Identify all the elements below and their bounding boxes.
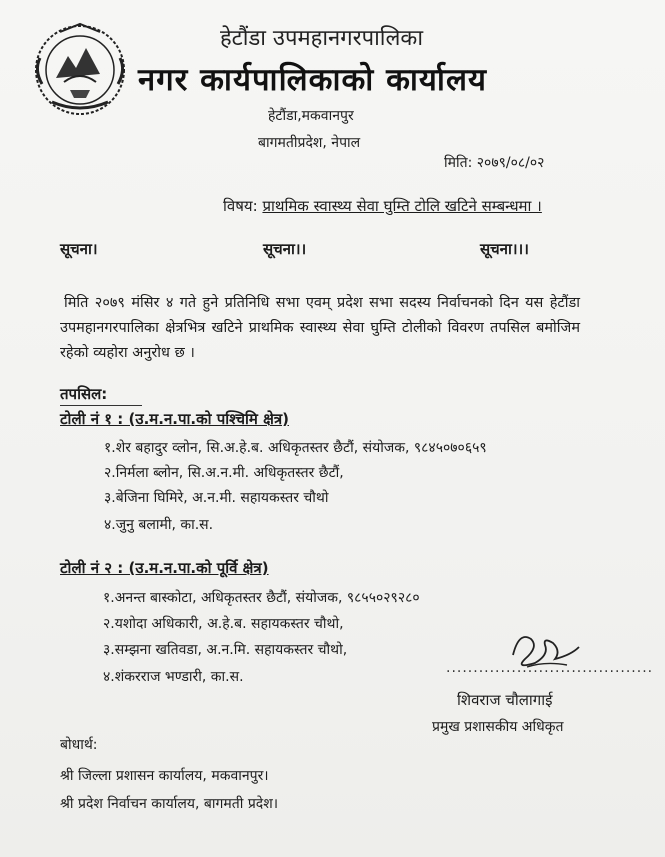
municipality-name: हेटौंडा उपमहानगरपालिका (220, 26, 424, 51)
subject-text: प्राथमिक स्वास्थ्य सेवा घुम्ति टोलि खटिने सम्बन्धमा । (262, 197, 542, 215)
team-2-member: २.यशोदा अधिकारी, अ.हे.ब. सहायकस्तर चौथो, (103, 616, 344, 632)
team-2-member: ४.शंकरराज भण्डारी, का.स. (103, 669, 244, 685)
subject-line (223, 196, 542, 216)
team-2-member: ३.सम्झना खतिवडा, अ.न.मि. सहायकस्तर चौथो, (103, 642, 348, 658)
team-1-member: ४.जुनु बलामी, का.स. (104, 517, 214, 533)
cc-recipient: श्री प्रदेश निर्वाचन कार्यालय, बागमती प्रदेश। (60, 796, 279, 812)
details-underline (60, 405, 142, 406)
team-2-title: टोली नं २ : (उ.म.न.पा.को पूर्वि क्षेत्र) (60, 559, 269, 577)
nepal-emblem-icon (30, 18, 130, 118)
team-1-member: २.निर्मला ब्लोन, सि.अ.न.मी. अधिकृतस्तर छैटौं, (104, 465, 344, 481)
office-name: नगर कार्यपालिकाको कार्यालय (138, 62, 487, 98)
address-line-2: बागमतीप्रदेश, नेपाल (258, 135, 361, 151)
cc-label: बोधार्थ: (60, 737, 98, 753)
signatory-name: शिवराज चौलागाई (457, 691, 553, 709)
signatory-title: प्रमुख प्रशासकीय अधिकृत (432, 719, 564, 735)
signature-dotted-line: ...................................... (446, 660, 654, 676)
notice-heading-1: सूचना। (60, 240, 98, 258)
notice-heading-3: सूचना।।। (480, 240, 529, 258)
letter-date: मिति: २०७९/०८/०२ (444, 155, 545, 171)
details-label: तपसिल: (60, 385, 108, 403)
address-line-1: हेटौंडा,मकवानपुर (268, 108, 354, 124)
subject-label: विषय: (223, 197, 258, 215)
team-1-title: टोली नं १ : (उ.म.न.पा.को पश्चिमि क्षेत्र) (60, 410, 289, 428)
team-2-member: १.अनन्त बास्कोटा, अधिकृतस्तर छैटौं, संयोजक, ९८५५०२९२८० (103, 590, 420, 606)
team-1-member: ३.बेजिना घिमिरे, अ.न.मी. सहायकस्तर चौथो (104, 490, 329, 506)
cc-recipient: श्री जिल्ला प्रशासन कार्यालय, मकवानपुर। (60, 768, 269, 784)
team-1-member: १.शेर बहादुर व्लोन, सि.अ.हे.ब. अधिकृतस्तर छैटौं, संयोजक, ९८४५०७०६५९ (104, 440, 487, 456)
notice-heading-2: सूचना।। (263, 240, 307, 258)
body-paragraph: मिति २०७९ मंसिर ४ गते हुने प्रतिनिधि सभा एवम् प्रदेश सभा सदस्य निर्वाचनको दिन यस हेटौंडा उपमहानगरपालिका क्षेत्रभित्र खटिने प्राथमिक स्वास्थ्य सेवा घुम्ति टोलीको विवरण तपसिल बमोजिम रहेको व्यहोरा अनुरोध छ । (60, 295, 580, 361)
